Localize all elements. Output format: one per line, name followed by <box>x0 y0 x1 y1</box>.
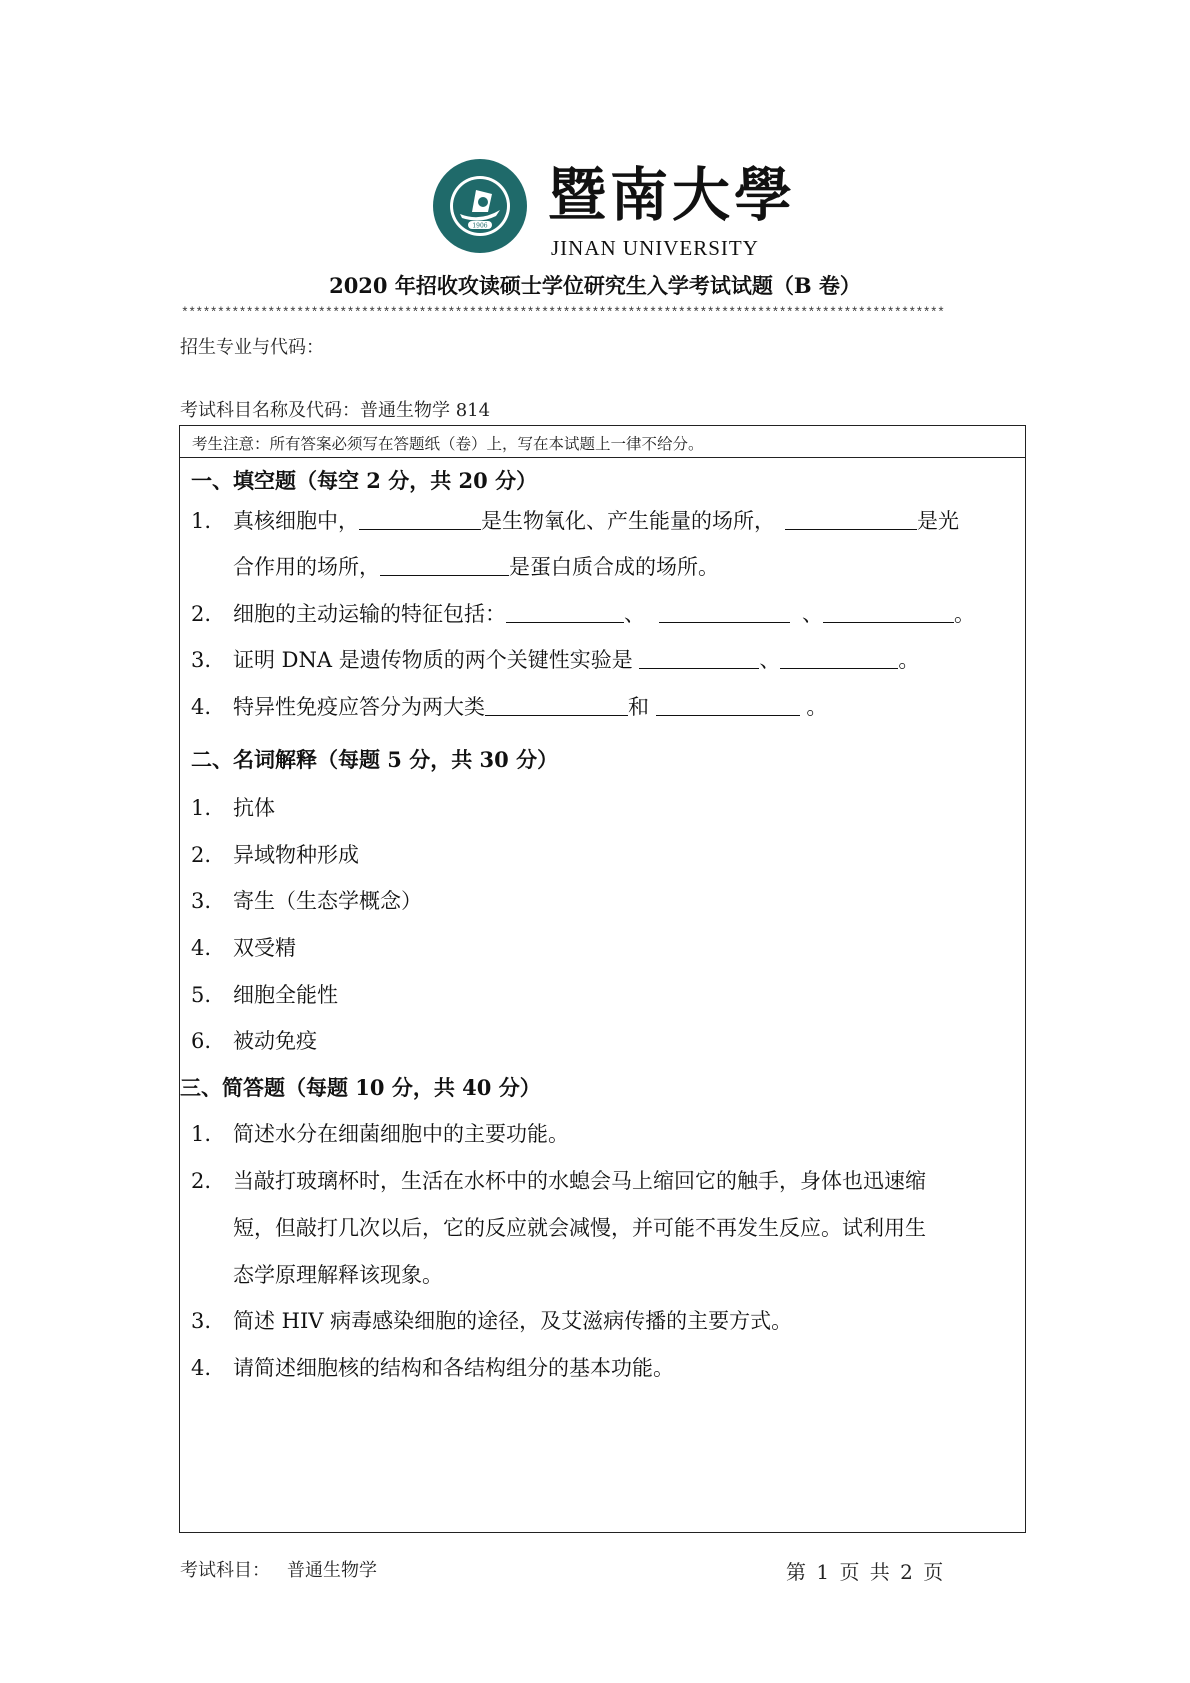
page-indicator: 第 1 页 共 2 页 <box>786 1560 944 1584</box>
answer-blank <box>485 693 628 716</box>
q1-text-cont <box>233 552 719 582</box>
q4-number: 4. <box>191 695 212 719</box>
q2-text-part: 。 <box>954 602 975 626</box>
section2-heading: 二、名词解释（每题 5 分，共 30 分） <box>191 747 559 772</box>
footer-subject: 普通生物学 <box>287 1560 377 1581</box>
q3-text-part: 证明 DNA 是遗传物质的两个关键性实验是 <box>233 648 640 672</box>
question-text: 当敲打玻璃杯时，生活在水杯中的水螅会马上缩回它的触手，身体也迅速缩 <box>233 1169 926 1193</box>
answer-blank <box>659 600 790 623</box>
q3-text-part: 、 <box>759 648 781 672</box>
logo-chinese-name: 暨南大學 <box>548 161 797 229</box>
term-number: 4. <box>191 936 212 960</box>
question-text: 简述 HIV 病毒感染细胞的途径，及艾滋病传播的主要方式。 <box>233 1309 793 1333</box>
q3-text-part: 。 <box>898 648 920 672</box>
star-divider: ********************************************************************************************************** <box>181 305 945 320</box>
question-number: 1. <box>191 1122 212 1146</box>
term-number: 3. <box>191 889 212 913</box>
major-label: 招生专业与代码： <box>180 337 324 358</box>
question-text: 请简述细胞核的结构和各结构组分的基本功能。 <box>233 1356 674 1380</box>
exam-title: 2020 年招收攻读硕士学位研究生入学考试试题（B 卷） <box>329 273 861 298</box>
subject-label: 考试科目名称及代码：普通生物学 814 <box>180 400 491 421</box>
q1-number: 1. <box>191 509 212 533</box>
answer-blank <box>656 693 800 716</box>
q3-number: 3. <box>191 648 212 672</box>
q1-text <box>233 506 959 536</box>
term-text: 细胞全能性 <box>233 983 338 1007</box>
q2-text <box>233 599 975 629</box>
q2-text-part: 、 <box>802 602 823 626</box>
term-number: 2. <box>191 843 212 867</box>
answer-blank <box>506 600 624 623</box>
answer-blank <box>380 553 509 576</box>
section3-heading: 三、简答题（每题 10 分，共 40 分） <box>180 1075 541 1100</box>
term-number: 6. <box>191 1029 212 1053</box>
q1-text-part: 是生物氧化、产生能量的场所， <box>481 509 775 533</box>
question-text: 短，但敲打几次以后，它的反应就会减慢，并可能不再发生反应。试利用生 <box>233 1216 926 1240</box>
notice-row <box>180 426 1025 458</box>
q4-text <box>233 692 827 722</box>
term-text: 寄生（生态学概念） <box>233 889 422 913</box>
q2-number: 2. <box>191 602 212 626</box>
q4-text-part: 。 <box>799 695 828 719</box>
q1-text-part: 是蛋白质合成的场所。 <box>509 555 719 579</box>
question-number: 4. <box>191 1356 212 1380</box>
term-number: 1. <box>191 796 212 820</box>
q2-text-part: 细胞的主动运输的特征包括： <box>233 602 506 626</box>
q4-text-part: 和 <box>628 695 656 719</box>
q4-text-part: 特异性免疫应答分为两大类 <box>233 695 485 719</box>
notice-text: 考生注意：所有答案必须写在答题纸（卷）上，写在本试题上一律不给分。 <box>192 435 704 453</box>
question-number: 2. <box>191 1169 212 1193</box>
logo-english-name: JINAN UNIVERSITY <box>551 236 759 260</box>
term-text: 抗体 <box>233 796 275 820</box>
q3-text <box>233 645 919 675</box>
term-number: 5. <box>191 983 212 1007</box>
q1-text-part: 是光 <box>917 509 959 533</box>
q1-text-part: 真核细胞中， <box>233 509 359 533</box>
q1-text-part: 合作用的场所， <box>233 555 380 579</box>
question-number: 3. <box>191 1309 212 1333</box>
q2-text-part: 、 <box>624 602 645 626</box>
term-text: 双受精 <box>233 936 296 960</box>
term-text: 异域物种形成 <box>233 843 359 867</box>
seal-year: 1906 <box>472 222 488 230</box>
question-text: 态学原理解释该现象。 <box>233 1263 443 1287</box>
question-text: 简述水分在细菌细胞中的主要功能。 <box>233 1122 569 1146</box>
answer-blank <box>785 507 917 530</box>
university-seal-logo <box>432 158 528 254</box>
footer-subject-label: 考试科目： <box>180 1560 270 1581</box>
answer-blank <box>359 507 481 530</box>
term-text: 被动免疫 <box>233 1029 317 1053</box>
answer-blank <box>780 646 898 669</box>
section1-heading: 一、填空题（每空 2 分，共 20 分） <box>191 468 538 493</box>
answer-blank <box>823 600 954 623</box>
answer-blank <box>639 646 759 669</box>
